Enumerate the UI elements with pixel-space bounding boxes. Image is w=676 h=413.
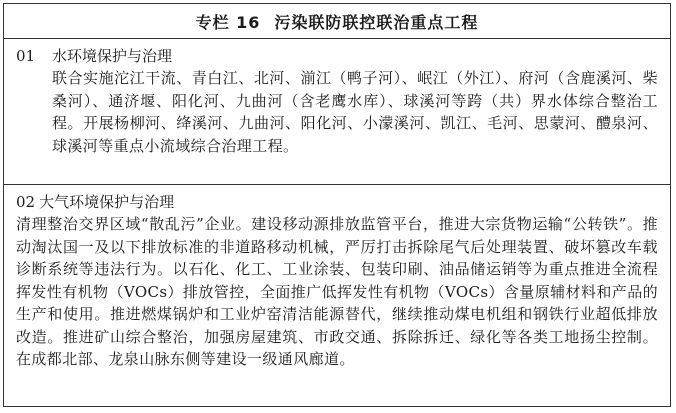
section-number: 01 <box>16 47 36 65</box>
section-heading <box>16 45 658 67</box>
box-label: 专栏 16 <box>195 12 261 32</box>
box-heading: 污染联防联控联治重点工程 <box>274 12 479 32</box>
box-title <box>4 4 670 39</box>
section-text: 清理整治交界区域“散乱污”企业。建设移动源排放监管平台，推进大宗货物运输“公转铁”。推动淘汰国一及以下排放标准的非道路移动机械，严厉打击拆除尾气后处理装置、破坏篡改车载诊断系统等违法行为。以石化、化工、工业涂装、包装印刷、油品储运销等为重点推进全流程挥发性有机物（VOCs）排放管控，全面推广低挥发性有机物（VOCs）含量原辅材料和产品的生产和使用。推进燃煤锅炉和工业炉窑清洁能源替代，继续推动煤电机组和钢铁行业超低排放改造。推进矿山综合整治，加强房屋建筑、市政交通、拆除拆迁、绿化等各类工地扬尘控制。在成都北部、龙泉山脉东侧等建设一级通风廊道。 <box>16 215 658 368</box>
section-title: 大气环境保护与治理 <box>39 193 175 211</box>
section-air <box>4 184 670 377</box>
section-heading <box>16 191 658 213</box>
section-water <box>4 39 670 184</box>
section-text: 联合实施沱江干流、青白江、北河、湔江（鸭子河）、岷江（外江）、府河（含鹿溪河、柴桑河）、通济堰、阳化河、九曲河（含老鹰水库）、球溪河等跨（共）界水体综合整治工程。开展杨柳河、绛溪河、九曲河、阳化河、小濛溪河、凯江、毛河、思蒙河、醴泉河、球溪河等重点小流域综合治理工程。 <box>52 69 658 155</box>
feature-box <box>3 3 671 407</box>
section-title: 水环境保护与治理 <box>52 47 173 65</box>
section-number: 02 <box>16 193 36 211</box>
